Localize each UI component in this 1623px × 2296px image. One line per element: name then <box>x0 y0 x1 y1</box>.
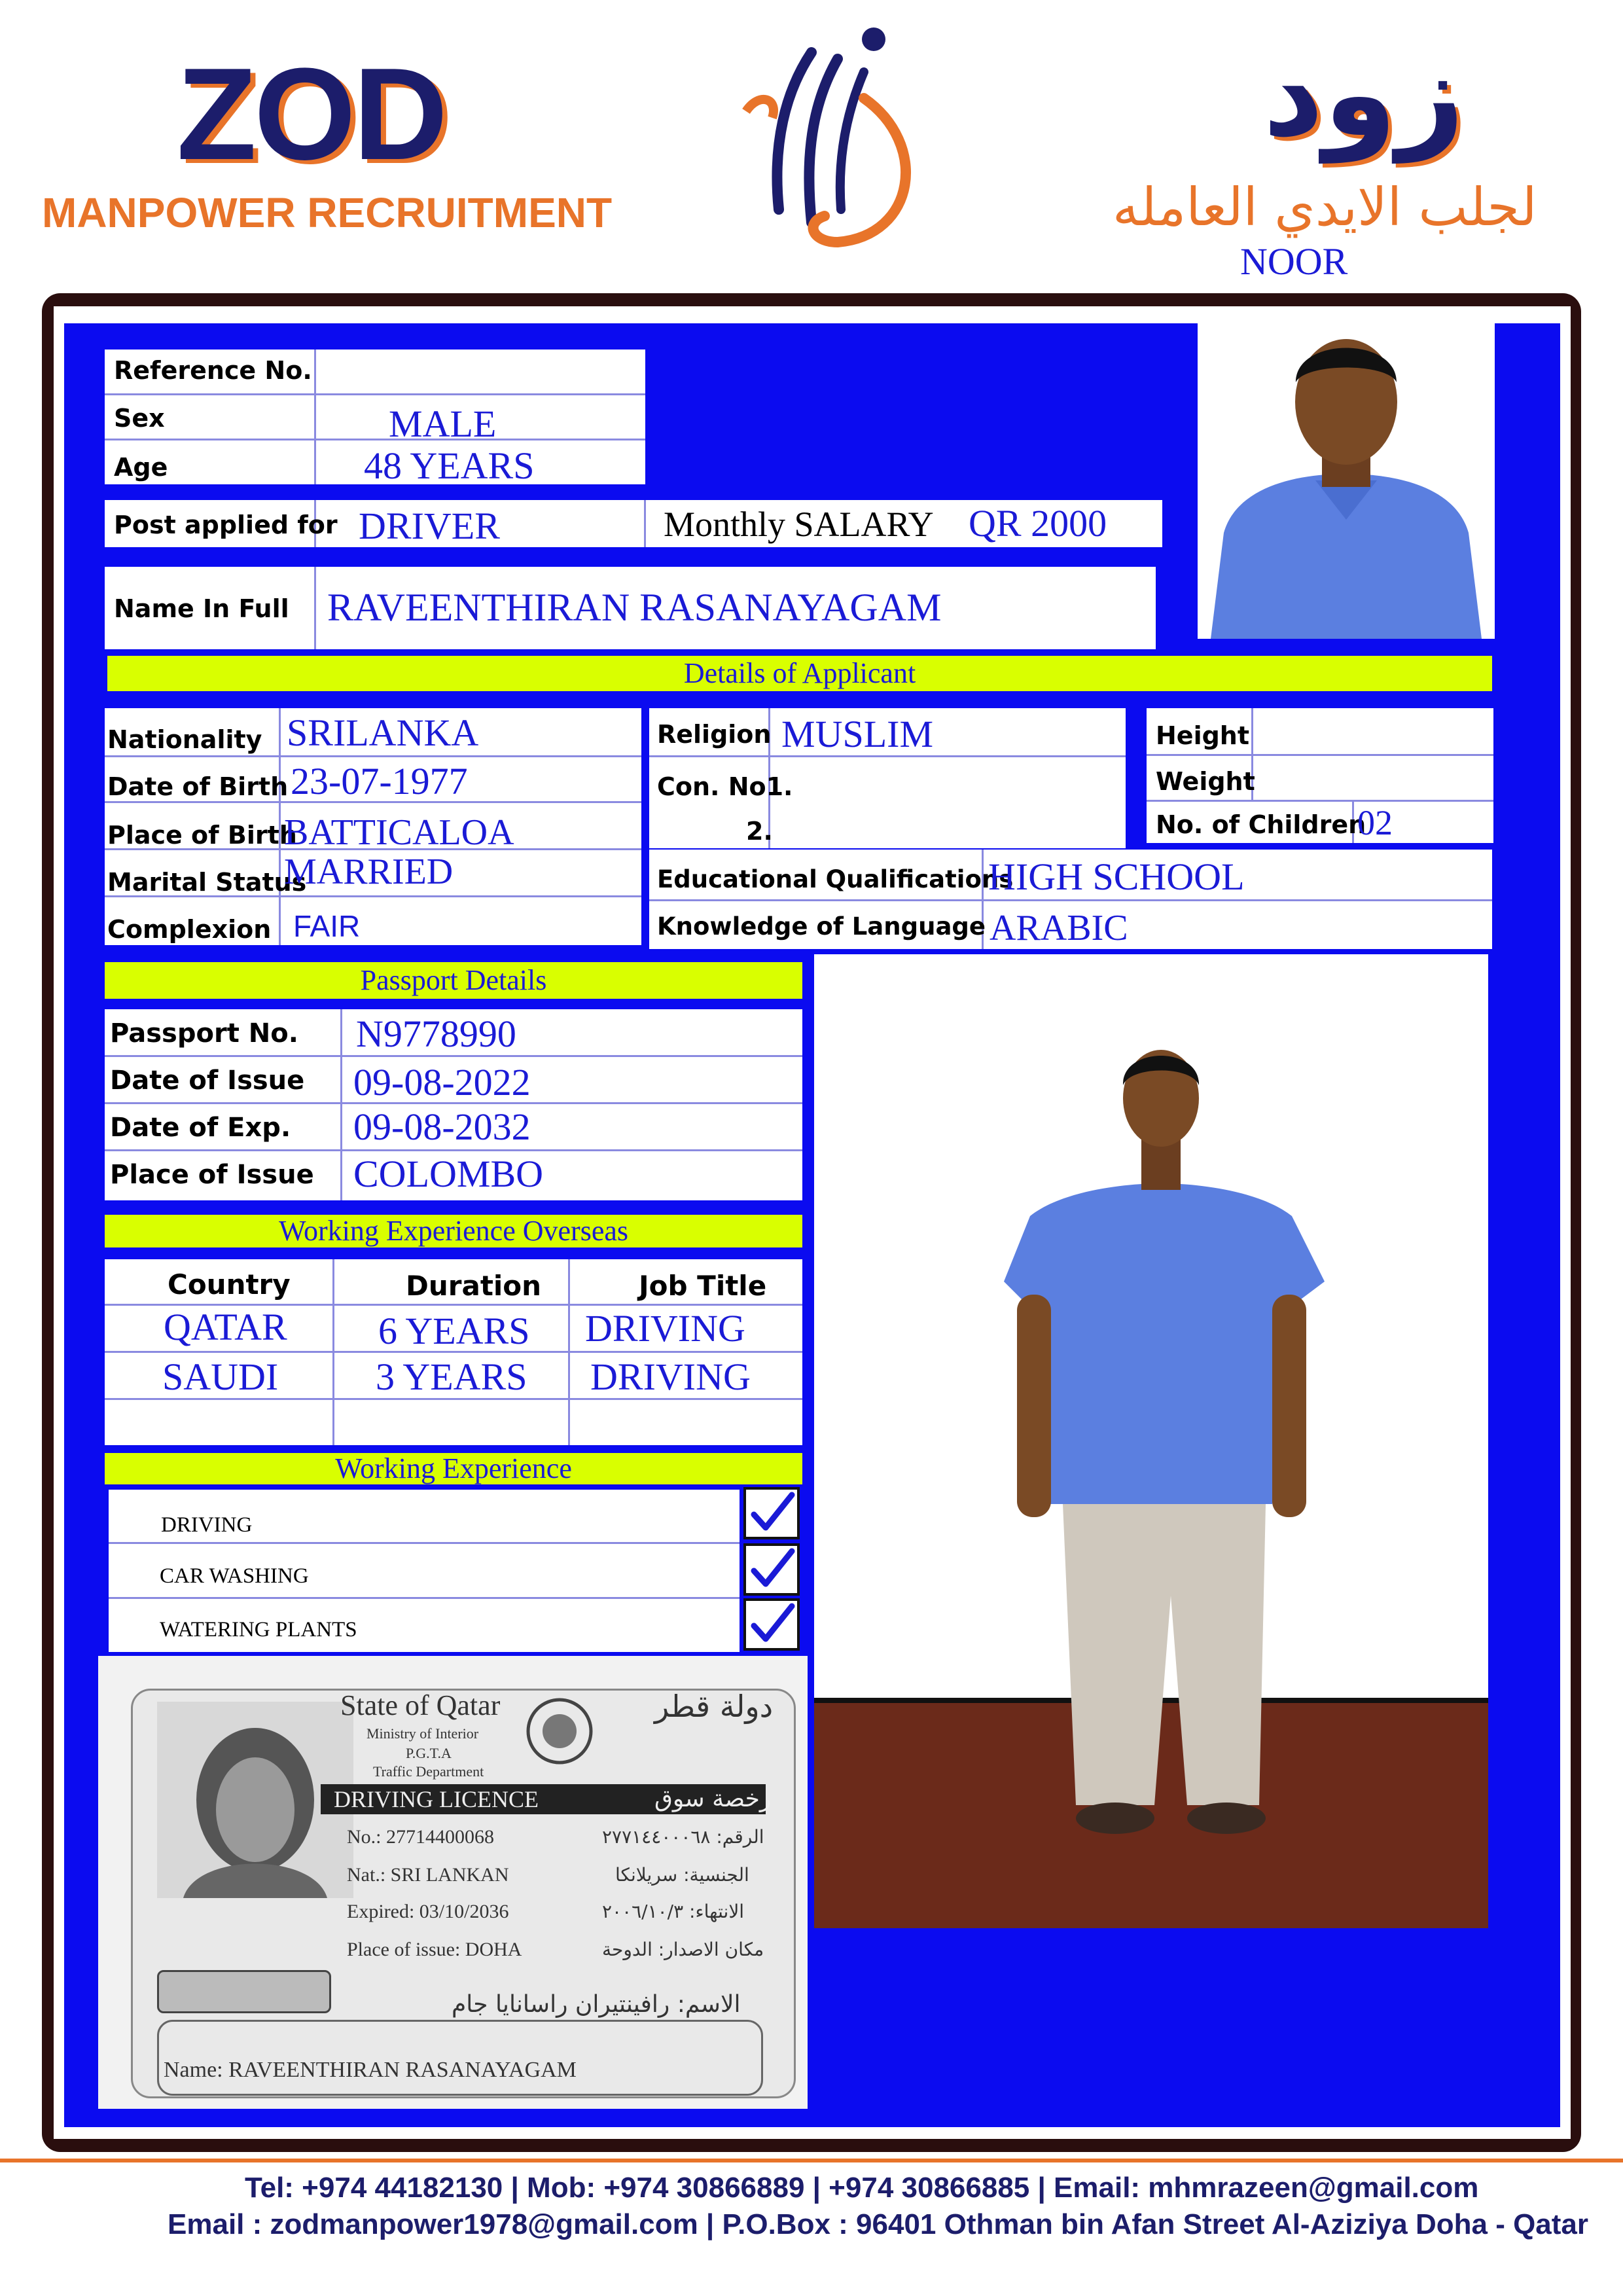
sex-value: MALE <box>389 403 497 445</box>
experience-checkbox-driving[interactable] <box>743 1487 800 1539</box>
licence-dept: P.G.T.A <box>406 1745 452 1761</box>
passport-issue-value: 09-08-2022 <box>353 1061 531 1103</box>
brand-arabic-logo: زود <box>1263 26 1465 163</box>
brand-arabic-subtitle: لجلب الايدي العامله <box>1113 177 1537 238</box>
overseas-row-1-country: QATAR <box>164 1306 287 1348</box>
nationality-label: Nationality <box>107 725 262 754</box>
brand-logo-text: ZOD <box>177 41 446 187</box>
checkmark-icon <box>746 1601 797 1648</box>
language-label: Knowledge of Language <box>657 912 986 941</box>
overseas-row-2-country: SAUDI <box>162 1355 279 1398</box>
name-label: Name In Full <box>114 594 289 623</box>
age-value: 48 YEARS <box>364 444 535 487</box>
education-value: HIGH SCHOOL <box>988 855 1245 898</box>
checkmark-icon <box>746 1490 797 1537</box>
section-experience: Working Experience <box>105 1453 802 1484</box>
licence-strip <box>157 1970 331 2013</box>
passport-exp-label: Date of Exp. <box>110 1113 291 1143</box>
overseas-row-1-jobtitle: DRIVING <box>585 1307 745 1350</box>
weight-label: Weight <box>1156 767 1255 796</box>
licence-no: No.: 27714400068 <box>347 1826 494 1848</box>
con2-label: 2. <box>746 817 773 846</box>
licence-title: DRIVING LICENCE <box>321 1784 766 1814</box>
religion-value: MUSLIM <box>781 713 934 755</box>
licence-state: State of Qatar <box>340 1689 501 1721</box>
sex-label: Sex <box>114 404 165 433</box>
name-value: RAVEENTHIRAN RASANAYAGAM <box>327 586 942 629</box>
passport-number-value: N9778990 <box>356 1013 516 1055</box>
section-applicant: Details of Applicant <box>107 656 1492 691</box>
post-value: DRIVER <box>359 505 500 547</box>
religion-label: Religion <box>657 720 772 749</box>
footer-rule <box>0 2159 1623 2162</box>
children-label: No. of Children <box>1156 810 1366 839</box>
salary-value: QR 2000 <box>969 502 1107 545</box>
licence-nat: Nat.: SRI LANKAN <box>347 1864 509 1886</box>
licence-ar-state: دولة قطر <box>654 1689 774 1724</box>
licence-ar-title: رخصة سوق <box>654 1785 772 1812</box>
licence-ministry: Ministry of Interior <box>366 1725 479 1742</box>
checkmark-icon <box>746 1546 797 1593</box>
experience-checkbox-watering-plants[interactable] <box>743 1598 800 1651</box>
language-value: ARABIC <box>990 908 1128 948</box>
con1-label: Con. No1. <box>657 772 793 801</box>
experience-item: DRIVING <box>161 1513 253 1537</box>
footer-line-1: Tel: +974 44182130 | Mob: +974 30866889 | +974 30866885 | Email: mhmrazeen@gmail.com <box>245 2172 1479 2204</box>
education-label: Educational Qualifications <box>657 865 1014 893</box>
dob-label: Date of Birth <box>107 772 289 801</box>
overseas-header-jobtitle: Job Title <box>639 1270 767 1302</box>
age-label: Age <box>114 453 168 482</box>
experience-checkbox-car-washing[interactable] <box>743 1543 800 1596</box>
salary-label: Monthly SALARY <box>664 505 934 544</box>
overseas-header-country: Country <box>168 1268 291 1300</box>
experience-item: WATERING PLANTS <box>160 1618 357 1641</box>
person-portrait-icon <box>1198 323 1495 639</box>
pob-label: Place of Birth <box>107 821 297 850</box>
driving-licence-scan <box>98 1656 808 2109</box>
section-overseas: Working Experience Overseas <box>105 1215 802 1247</box>
passport-issue-label: Date of Issue <box>110 1066 305 1096</box>
licence-expiry: Expired: 03/10/2036 <box>347 1901 509 1922</box>
passport-place-label: Place of Issue <box>110 1160 314 1190</box>
brand-noor: NOOR <box>1240 240 1348 283</box>
complexion-label: Complexion <box>107 915 272 944</box>
passport-place-value: COLOMBO <box>353 1153 544 1195</box>
portrait-photo <box>1198 323 1495 639</box>
height-label: Height <box>1156 721 1250 750</box>
nationality-value: SRILANKA <box>287 711 479 754</box>
overseas-row-1-duration: 6 YEARS <box>378 1310 530 1352</box>
licence-ar-expiry: الانتهاء: ٢٠٠٦/١٠/٣ <box>602 1901 745 1922</box>
experience-item: CAR WASHING <box>160 1564 309 1588</box>
passport-exp-value: 09-08-2032 <box>353 1105 531 1148</box>
reference-label: Reference No. <box>114 356 312 385</box>
licence-ar-place: مكان الاصدار: الدوحة <box>602 1939 764 1960</box>
overseas-row-2-jobtitle: DRIVING <box>590 1355 751 1398</box>
post-label: Post applied for <box>114 511 338 539</box>
full-body-photo <box>814 954 1488 1928</box>
marital-value: MARRIED <box>284 852 454 892</box>
pob-value: BATTICALOA <box>284 812 514 853</box>
licence-ar-nat: الجنسية: سريلانكا <box>615 1864 749 1886</box>
brand-subtitle: MANPOWER RECRUITMENT <box>42 189 613 236</box>
licence-place: Place of issue: DOHA <box>347 1939 522 1960</box>
licence-traffic: Traffic Department <box>373 1763 484 1780</box>
zod-emblem-icon <box>733 13 929 262</box>
licence-ar-name: الاسم: رافينتيران راسانايا جام <box>452 1991 741 2018</box>
dob-value: 23-07-1977 <box>291 760 468 802</box>
qatar-emblem-icon <box>524 1695 596 1767</box>
licence-ar-no: الرقم: ٢٧٧١٤٤٠٠٠٦٨ <box>602 1826 764 1848</box>
footer-line-2: Email : zodmanpower1978@gmail.com | P.O.Box : 96401 Othman bin Afan Street Al-Aziziya Doha - Qatar <box>168 2208 1589 2240</box>
marital-label: Marital Status <box>107 868 307 897</box>
licence-name: Name: RAVEENTHIRAN RASANAYAGAM <box>164 2058 577 2082</box>
section-passport: Passport Details <box>105 962 802 999</box>
overseas-row-2-duration: 3 YEARS <box>376 1355 527 1398</box>
children-value: 02 <box>1357 803 1393 842</box>
person-full-body-icon <box>814 954 1488 1928</box>
overseas-header-duration: Duration <box>406 1270 542 1302</box>
complexion-value: FAIR <box>293 909 361 943</box>
passport-number-label: Passport No. <box>110 1018 298 1049</box>
